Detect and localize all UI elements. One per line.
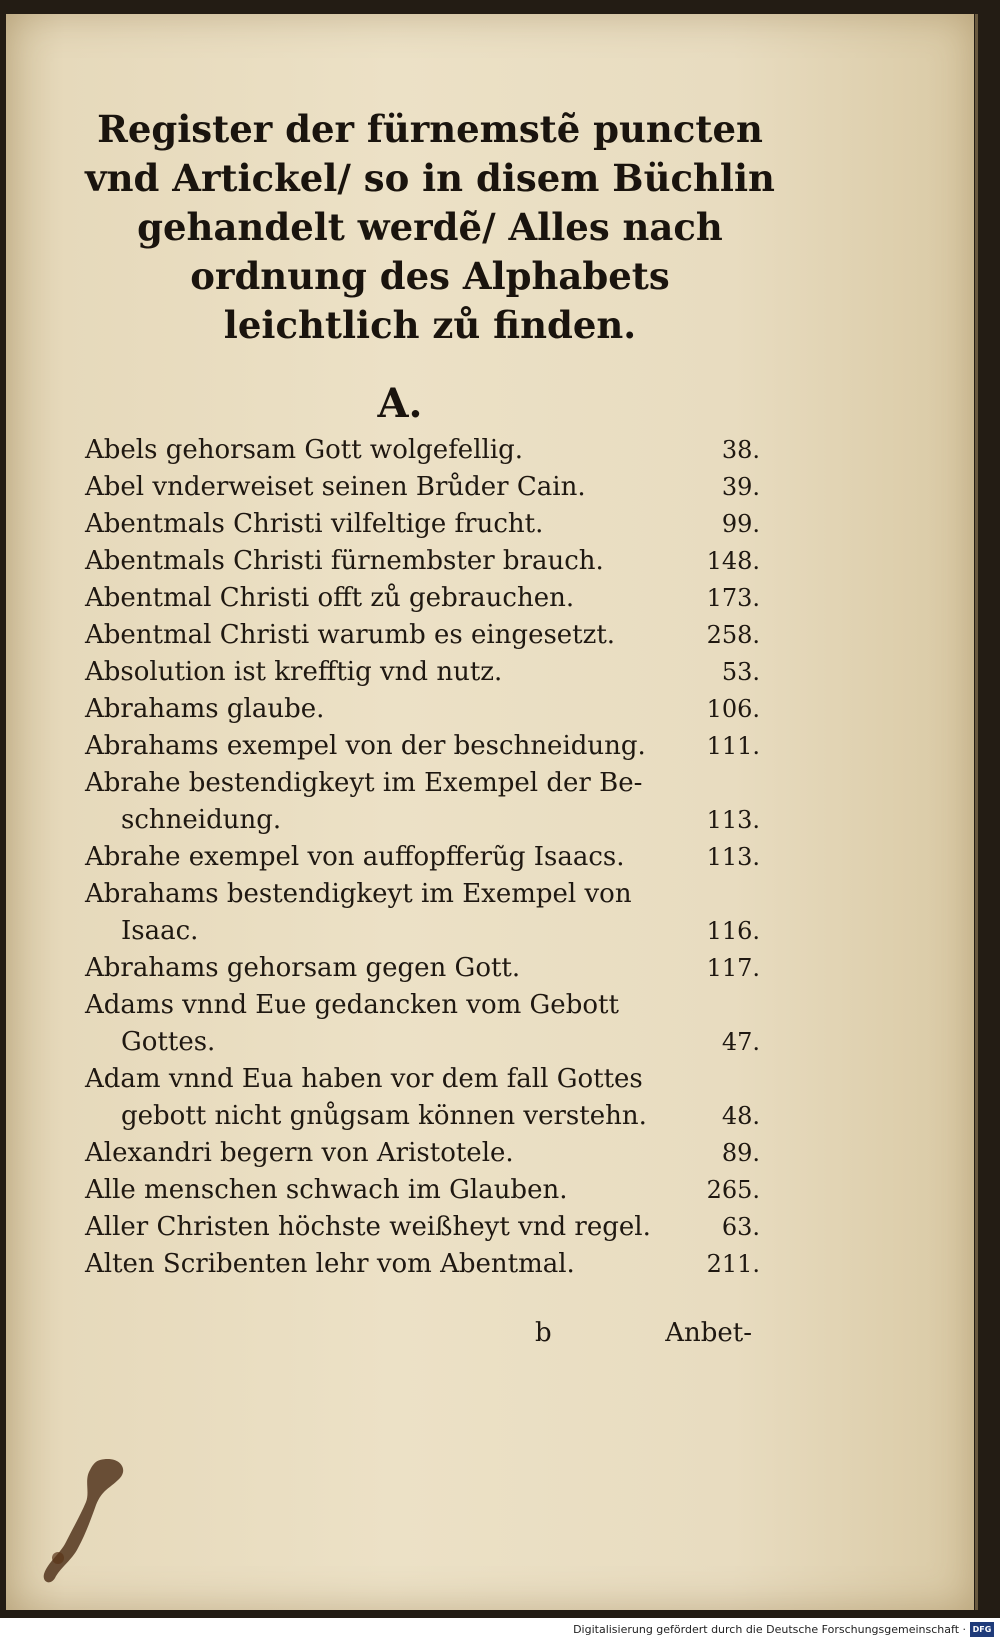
title-line: vnd Artickel/ so in disem Büchlin xyxy=(85,156,775,200)
catchword: Anbet- xyxy=(665,1318,752,1348)
entry-text xyxy=(85,1172,698,1209)
entry-page-number: 53. xyxy=(721,658,760,686)
entry-line: Abrahams gehorsam gegen Gott. xyxy=(85,953,521,983)
entry-text xyxy=(85,691,698,728)
register-entry xyxy=(85,876,760,950)
register-entry xyxy=(85,543,760,580)
entry-line: Abentmals Christi fürnembster brauch. xyxy=(85,546,604,576)
catchline xyxy=(85,1318,760,1358)
register-entry xyxy=(85,506,760,543)
dfg-logo: DFG xyxy=(970,1622,994,1637)
entry-line: Adam vnnd Eua haben vor dem fall Gottes xyxy=(85,1064,643,1094)
entry-page-number: 48. xyxy=(721,1102,760,1130)
title-line: Register der fürnemstẽ puncten xyxy=(97,107,763,151)
entry-text xyxy=(85,765,698,839)
footer-bar xyxy=(0,1618,1000,1642)
entry-page-number: 106. xyxy=(706,695,760,723)
register-entries xyxy=(85,432,760,1283)
entry-line: Abrahe bestendigkeyt im Exempel der Be- xyxy=(85,768,643,798)
entry-text xyxy=(85,543,698,580)
section-letter: A. xyxy=(377,380,423,427)
register-entry xyxy=(85,1061,760,1135)
entry-text xyxy=(85,1246,698,1283)
entry-text xyxy=(85,876,698,950)
entry-page-number: 99. xyxy=(721,510,760,538)
entry-line: Abrahams glaube. xyxy=(85,694,325,724)
footer-credit: Digitalisierung gefördert durch die Deutsche Forschungsgemeinschaft · xyxy=(573,1623,966,1636)
entry-text xyxy=(85,1209,698,1246)
entry-line: gebott nicht gnůgsam können verstehn. xyxy=(121,1101,647,1131)
signature-mark: b xyxy=(535,1318,552,1348)
register-entry xyxy=(85,691,760,728)
entry-page-number: 117. xyxy=(706,954,760,982)
register-entry xyxy=(85,987,760,1061)
register-entry xyxy=(85,839,760,876)
entry-page-number: 47. xyxy=(721,1028,760,1056)
register-entry xyxy=(85,432,760,469)
entry-line: schneidung. xyxy=(121,805,282,835)
register-entry xyxy=(85,765,760,839)
entry-page-number: 89. xyxy=(721,1139,760,1167)
entry-text xyxy=(85,432,698,469)
register-entry xyxy=(85,580,760,617)
entry-page-number: 211. xyxy=(706,1250,760,1278)
title-line: ordnung des Alphabets xyxy=(190,254,670,298)
entry-text xyxy=(85,950,698,987)
register-entry xyxy=(85,654,760,691)
entry-line: Abels gehorsam Gott wolgefellig. xyxy=(85,435,524,465)
entry-line: Abentmal Christi warumb es eingesetzt. xyxy=(85,620,616,650)
entry-line: Gottes. xyxy=(121,1027,216,1057)
entry-text xyxy=(85,469,698,506)
register-entry xyxy=(85,950,760,987)
register-entry xyxy=(85,469,760,506)
register-entry xyxy=(85,1246,760,1283)
entry-page-number: 113. xyxy=(706,843,760,871)
entry-page-number: 173. xyxy=(706,584,760,612)
register-entry xyxy=(85,728,760,765)
title-line: gehandelt werdẽ/ Alles nach xyxy=(137,205,723,249)
entry-page-number: 113. xyxy=(706,806,760,834)
entry-page-number: 111. xyxy=(706,732,760,760)
entry-text xyxy=(85,506,698,543)
entry-text xyxy=(85,728,698,765)
title-line: leichtlich zů finden. xyxy=(223,303,637,347)
entry-page-number: 116. xyxy=(706,917,760,945)
register-entry xyxy=(85,1172,760,1209)
entry-line: Alten Scribenten lehr vom Abentmal. xyxy=(85,1249,575,1279)
entry-line: Abel vnderweiset seinen Brůder Cain. xyxy=(85,472,586,502)
entry-line: Absolution ist krefftig vnd nutz. xyxy=(85,657,503,687)
entry-page-number: 148. xyxy=(706,547,760,575)
register-title xyxy=(85,105,775,350)
entry-line: Abrahe exempel von auffopfferũg Isaacs. xyxy=(85,842,625,872)
entry-text xyxy=(85,1061,698,1135)
entry-text xyxy=(85,987,698,1061)
entry-line: Abentmal Christi offt zů gebrauchen. xyxy=(85,583,575,613)
entry-page-number: 258. xyxy=(706,621,760,649)
register-entry xyxy=(85,1209,760,1246)
entry-page-number: 265. xyxy=(706,1176,760,1204)
entry-page-number: 39. xyxy=(721,473,760,501)
entry-page-number: 63. xyxy=(721,1213,760,1241)
entry-text xyxy=(85,839,698,876)
entry-line: Alexandri begern von Aristotele. xyxy=(85,1138,514,1168)
entry-line: Abentmals Christi vilfeltige frucht. xyxy=(85,509,544,539)
entry-line: Abrahams exempel von der beschneidung. xyxy=(85,731,646,761)
entry-text xyxy=(85,617,698,654)
entry-text xyxy=(85,1135,698,1172)
entry-text xyxy=(85,580,698,617)
entry-line: Adams vnnd Eue gedancken vom Gebott xyxy=(85,990,619,1020)
ink-stain xyxy=(30,1450,140,1590)
register-entry xyxy=(85,617,760,654)
register-entry xyxy=(85,1135,760,1172)
entry-line: Alle menschen schwach im Glauben. xyxy=(85,1175,568,1205)
page-edge xyxy=(975,14,978,1610)
entry-line: Abrahams bestendigkeyt im Exempel von xyxy=(85,879,632,909)
entry-text xyxy=(85,654,698,691)
entry-line: Aller Christen höchste weißheyt vnd regel. xyxy=(85,1212,651,1242)
entry-page-number: 38. xyxy=(721,436,760,464)
entry-line: Isaac. xyxy=(121,916,199,946)
